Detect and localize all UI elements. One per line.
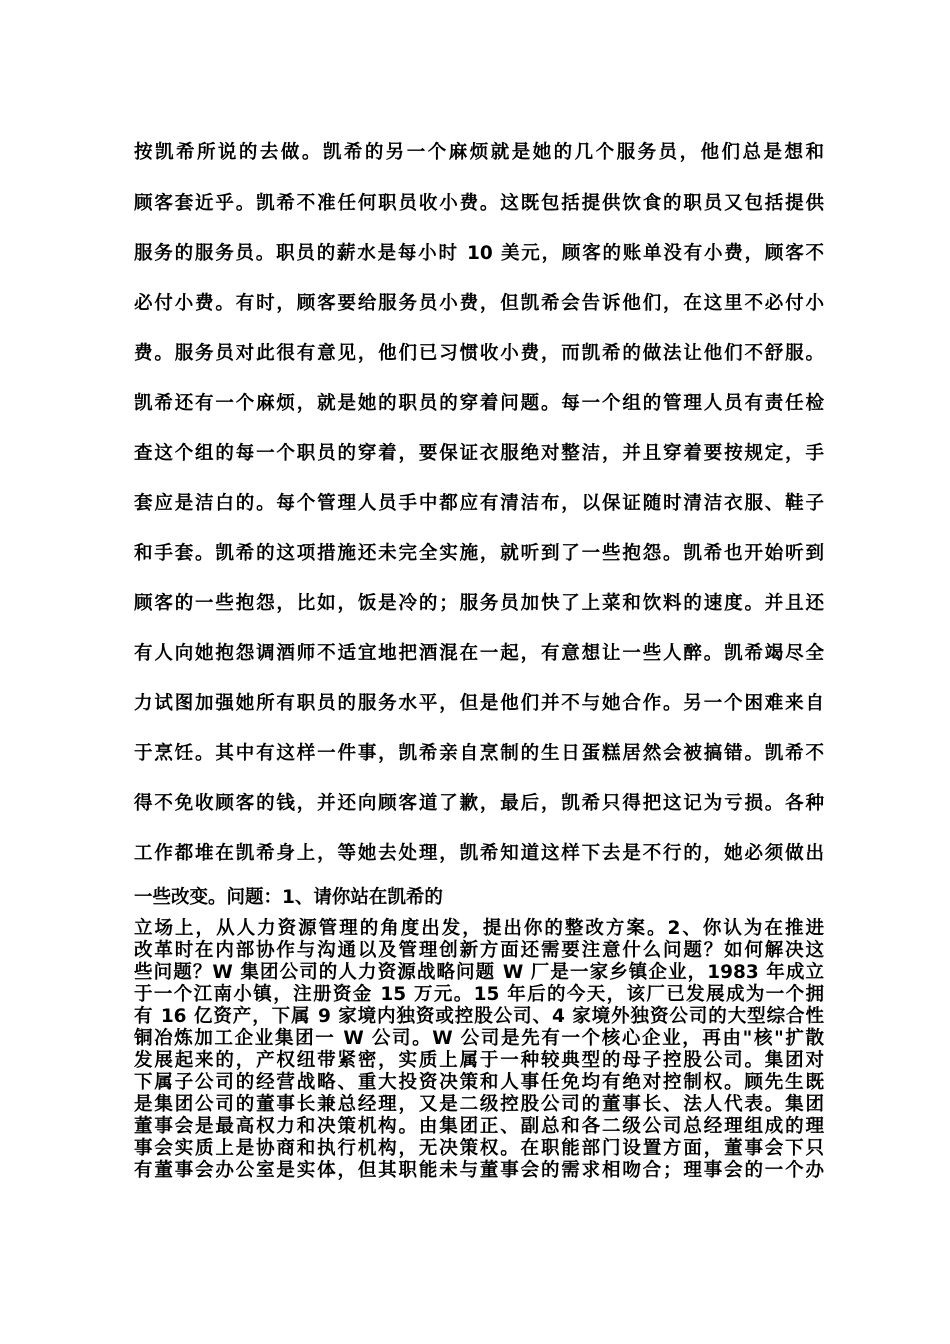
text-line: 铜冶炼加工企业集团一 W 公司。W 公司是先有一个核心企业，再由"核"扩散	[134, 1028, 824, 1049]
text-line: 套应是洁白的。每个管理人员手中都应有清洁布，以保证随时清洁衣服、鞋子	[134, 493, 824, 514]
text-line: 工作都堆在凯希身上，等她去处理，凯希知道这样下去是不行的，她必须做出	[134, 843, 824, 864]
text-line: 力试图加强她所有职员的服务水平，但是他们并不与她合作。另一个困难来自	[134, 693, 824, 714]
text-line: 必付小费。有时，顾客要给服务员小费，但凯希会告诉他们，在这里不必付小	[134, 293, 824, 314]
text-line: 顾客的一些抱怨，比如，饭是冷的；服务员加快了上菜和饮料的速度。并且还	[134, 593, 824, 614]
text-line: 事会实质上是协商和执行机构，无决策权。在职能部门设置方面，董事会下只	[134, 1138, 824, 1159]
text-line: 董事会是最高权力和决策机构。由集团正、副总和各二级公司总经理组成的理	[134, 1116, 824, 1137]
text-line: 下属子公司的经营战略、重大投资决策和人事任免均有绝对控制权。顾先生既	[134, 1072, 824, 1093]
text-line: 费。服务员对此很有意见，他们已习惯收小费，而凯希的做法让他们不舒服。	[134, 343, 824, 364]
text-line: 有 16 亿资产，下属 9 家境内独资或控股公司、4 家境外独资公司的大型综合性	[134, 1006, 824, 1027]
text-line: 改革时在内部协作与沟通以及管理创新方面还需要注意什么问题？如何解决这	[134, 940, 824, 961]
text-line: 查这个组的每一个职员的穿着，要保证衣服绝对整洁，并且穿着要按规定，手	[134, 443, 824, 464]
text-line: 有董事会办公室是实体，但其职能未与董事会的需求相吻合；理事会的一个办	[134, 1160, 824, 1181]
text-line: 于一个江南小镇，注册资金 15 万元。15 年后的今天，该厂已发展成为一个拥	[134, 984, 824, 1005]
text-line: 一些改变。问题：1、请你站在凯希的	[134, 887, 443, 908]
text-line: 立场上，从人力资源管理的角度出发，提出你的整改方案。2、你认为在推进	[134, 918, 824, 939]
text-line: 顾客套近乎。凯希不准任何职员收小费。这既包括提供饮食的职员又包括提供	[134, 193, 824, 214]
text-line: 得不免收顾客的钱，并还向顾客道了歉，最后，凯希只得把这记为亏损。各种	[134, 793, 824, 814]
text-line: 于烹饪。其中有这样一件事，凯希亲自烹制的生日蛋糕居然会被搞错。凯希不	[134, 743, 824, 764]
text-line: 发展起来的，产权纽带紧密，实质上属于一种较典型的母子控股公司。集团对	[134, 1050, 824, 1071]
text-line: 些问题？W 集团公司的人力资源战略问题 W 厂是一家乡镇企业，1983 年成立	[134, 962, 824, 983]
text-line: 和手套。凯希的这项措施还未完全实施，就听到了一些抱怨。凯希也开始听到	[134, 543, 824, 564]
text-line: 按凯希所说的去做。凯希的另一个麻烦就是她的几个服务员，他们总是想和	[134, 142, 824, 163]
text-line: 是集团公司的董事长兼总经理，又是二级控股公司的董事长、法人代表。集团	[134, 1094, 824, 1115]
text-line: 凯希还有一个麻烦，就是她的职员的穿着问题。每一个组的管理人员有责任检	[134, 393, 824, 414]
text-line: 有人向她抱怨调酒师不适宜地把酒混在一起，有意想让一些人醉。凯希竭尽全	[134, 643, 824, 664]
text-line: 服务的服务员。职员的薪水是每小时 10 美元，顾客的账单没有小费，顾客不	[134, 243, 824, 264]
